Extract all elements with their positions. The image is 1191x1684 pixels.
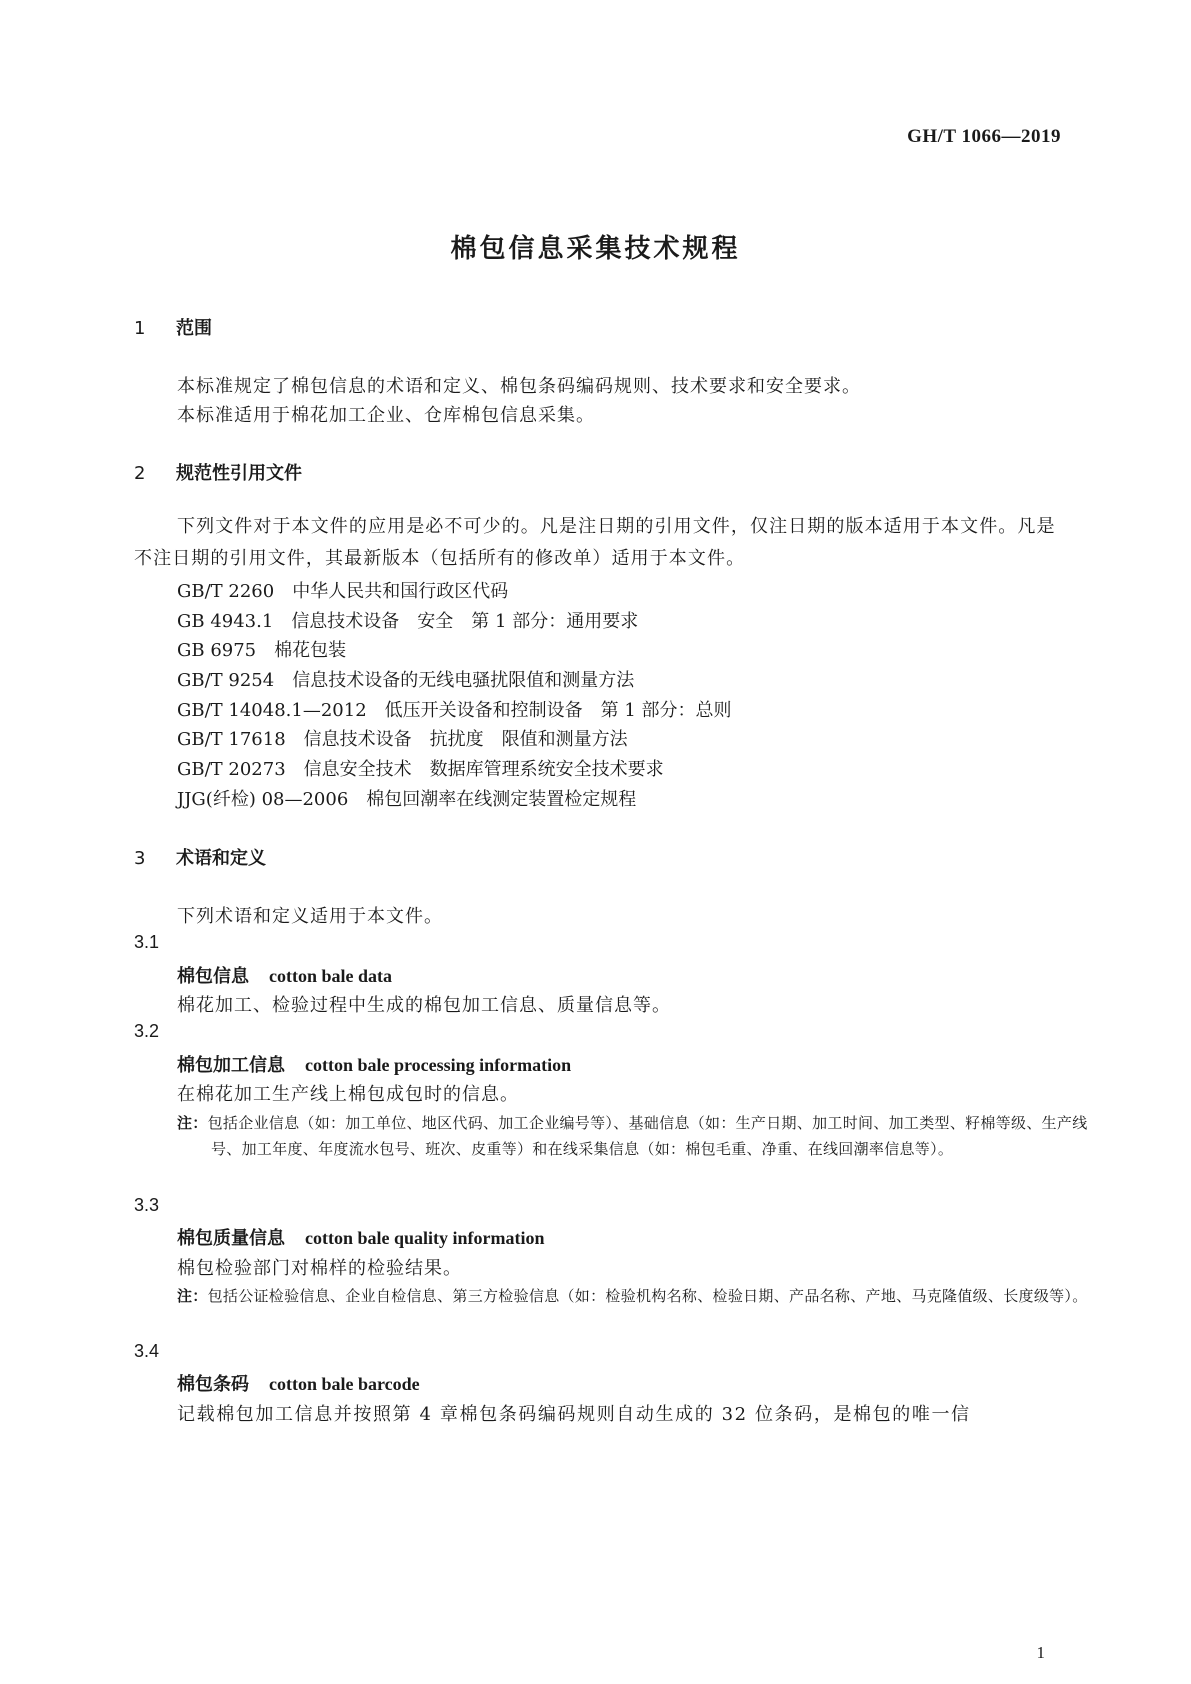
reference-code: GB 4943.1 (177, 611, 274, 632)
term-heading (177, 962, 392, 988)
term-note (177, 1283, 1091, 1309)
term-zh: 棉包条码 (177, 1374, 249, 1395)
reference-code: GB 6975 (177, 640, 257, 661)
section-title: 术语和定义 (176, 848, 266, 869)
term-en: cotton bale processing information (305, 1055, 572, 1075)
term-en: cotton bale data (269, 966, 392, 986)
reference-title: 信息安全技术 数据库管理系统安全技术要求 (303, 759, 664, 780)
reference-code: GB/T 20273 (177, 759, 286, 780)
term-number: 3.1 (134, 932, 160, 952)
reference-code: JJG(纤检) 08—2006 (177, 789, 349, 810)
term-number: 3.2 (134, 1021, 160, 1041)
term-definition: 棉包检验部门对棉样的检验结果。 (177, 1258, 462, 1279)
page-number: 1 (1036, 1643, 1045, 1662)
note-text: 包括企业信息（如：加工单位、地区代码、加工企业编号等）、基础信息（如：生产日期、加工时间、加工类型、籽棉等级、生产线号、加工年度、年度流水包号、班次、皮重等）和在线采集信息（如：棉包毛重、净重、在线回潮率信息等）。 (207, 1114, 1088, 1158)
term-heading (177, 1051, 571, 1077)
paragraph: 本标准规定了棉包信息的术语和定义、棉包条码编码规则、技术要求和安全要求。 (177, 376, 861, 397)
document-title: 棉包信息采集技术规程 (450, 234, 741, 264)
reference-title: 棉包回潮率在线测定装置检定规程 (366, 789, 637, 810)
term-zh: 棉包加工信息 (177, 1055, 285, 1076)
term-en: cotton bale quality information (305, 1228, 545, 1248)
reference-item (177, 636, 346, 662)
reference-code: GB/T 2260 (177, 581, 275, 602)
reference-title: 低压开关设备和控制设备 第 1 部分：总则 (384, 700, 732, 721)
term-heading (177, 1370, 420, 1396)
reference-item (177, 725, 628, 751)
reference-title: 信息技术设备的无线电骚扰限值和测量方法 (292, 670, 635, 691)
section-number: 2 (134, 463, 146, 484)
section-3-heading (134, 844, 266, 870)
standard-number: GH/T 1066—2019 (907, 126, 1061, 147)
term-definition: 在棉花加工生产线上棉包成包时的信息。 (177, 1084, 519, 1105)
note-label: 注： (177, 1114, 208, 1132)
reference-code: GB/T 9254 (177, 670, 275, 691)
reference-item (177, 607, 638, 633)
term-note (177, 1110, 1091, 1162)
reference-item (177, 755, 664, 781)
term-zh: 棉包质量信息 (177, 1228, 285, 1249)
reference-item (177, 785, 636, 811)
paragraph: 下列术语和定义适用于本文件。 (177, 906, 443, 927)
reference-item (177, 577, 508, 603)
section-number: 1 (134, 318, 146, 339)
section-title: 范围 (176, 318, 212, 339)
paragraph: 本标准适用于棉花加工企业、仓库棉包信息采集。 (177, 405, 595, 426)
reference-title: 中华人民共和国行政区代码 (292, 581, 509, 602)
section-title: 规范性引用文件 (176, 463, 302, 484)
paragraph: 下列文件对于本文件的应用是必不可少的。凡是注日期的引用文件，仅注日期的版本适用于本文件。凡是不注日期的引用文件，其最新版本（包括所有的修改单）适用于本文件。 (134, 516, 1056, 569)
term-definition: 记载棉包加工信息并按照第 4 章棉包条码编码规则自动生成的 32 位条码，是棉包的唯一信 (177, 1404, 971, 1425)
section-1-heading (134, 314, 212, 340)
note-text: 包括公证检验信息、企业自检信息、第三方检验信息（如：检验机构名称、检验日期、产品名称、产地、马克隆值级、长度级等）。 (207, 1287, 1088, 1305)
term-number: 3.4 (134, 1341, 160, 1361)
reference-code: GB/T 14048.1—2012 (177, 700, 367, 721)
term-zh: 棉包信息 (177, 966, 249, 987)
reference-title: 信息技术设备 抗扰度 限值和测量方法 (303, 729, 628, 750)
term-en: cotton bale barcode (269, 1374, 420, 1394)
reference-item (177, 696, 732, 722)
reference-title: 棉花包装 (274, 640, 347, 661)
section-2-heading (134, 459, 302, 485)
term-number: 3.3 (134, 1195, 160, 1215)
reference-title: 信息技术设备 安全 第 1 部分：通用要求 (291, 611, 639, 632)
term-heading (177, 1224, 545, 1250)
section-number: 3 (134, 848, 146, 869)
note-label: 注： (177, 1287, 208, 1305)
reference-code: GB/T 17618 (177, 729, 286, 750)
term-definition: 棉花加工、检验过程中生成的棉包加工信息、质量信息等。 (177, 995, 671, 1016)
reference-item (177, 666, 634, 692)
